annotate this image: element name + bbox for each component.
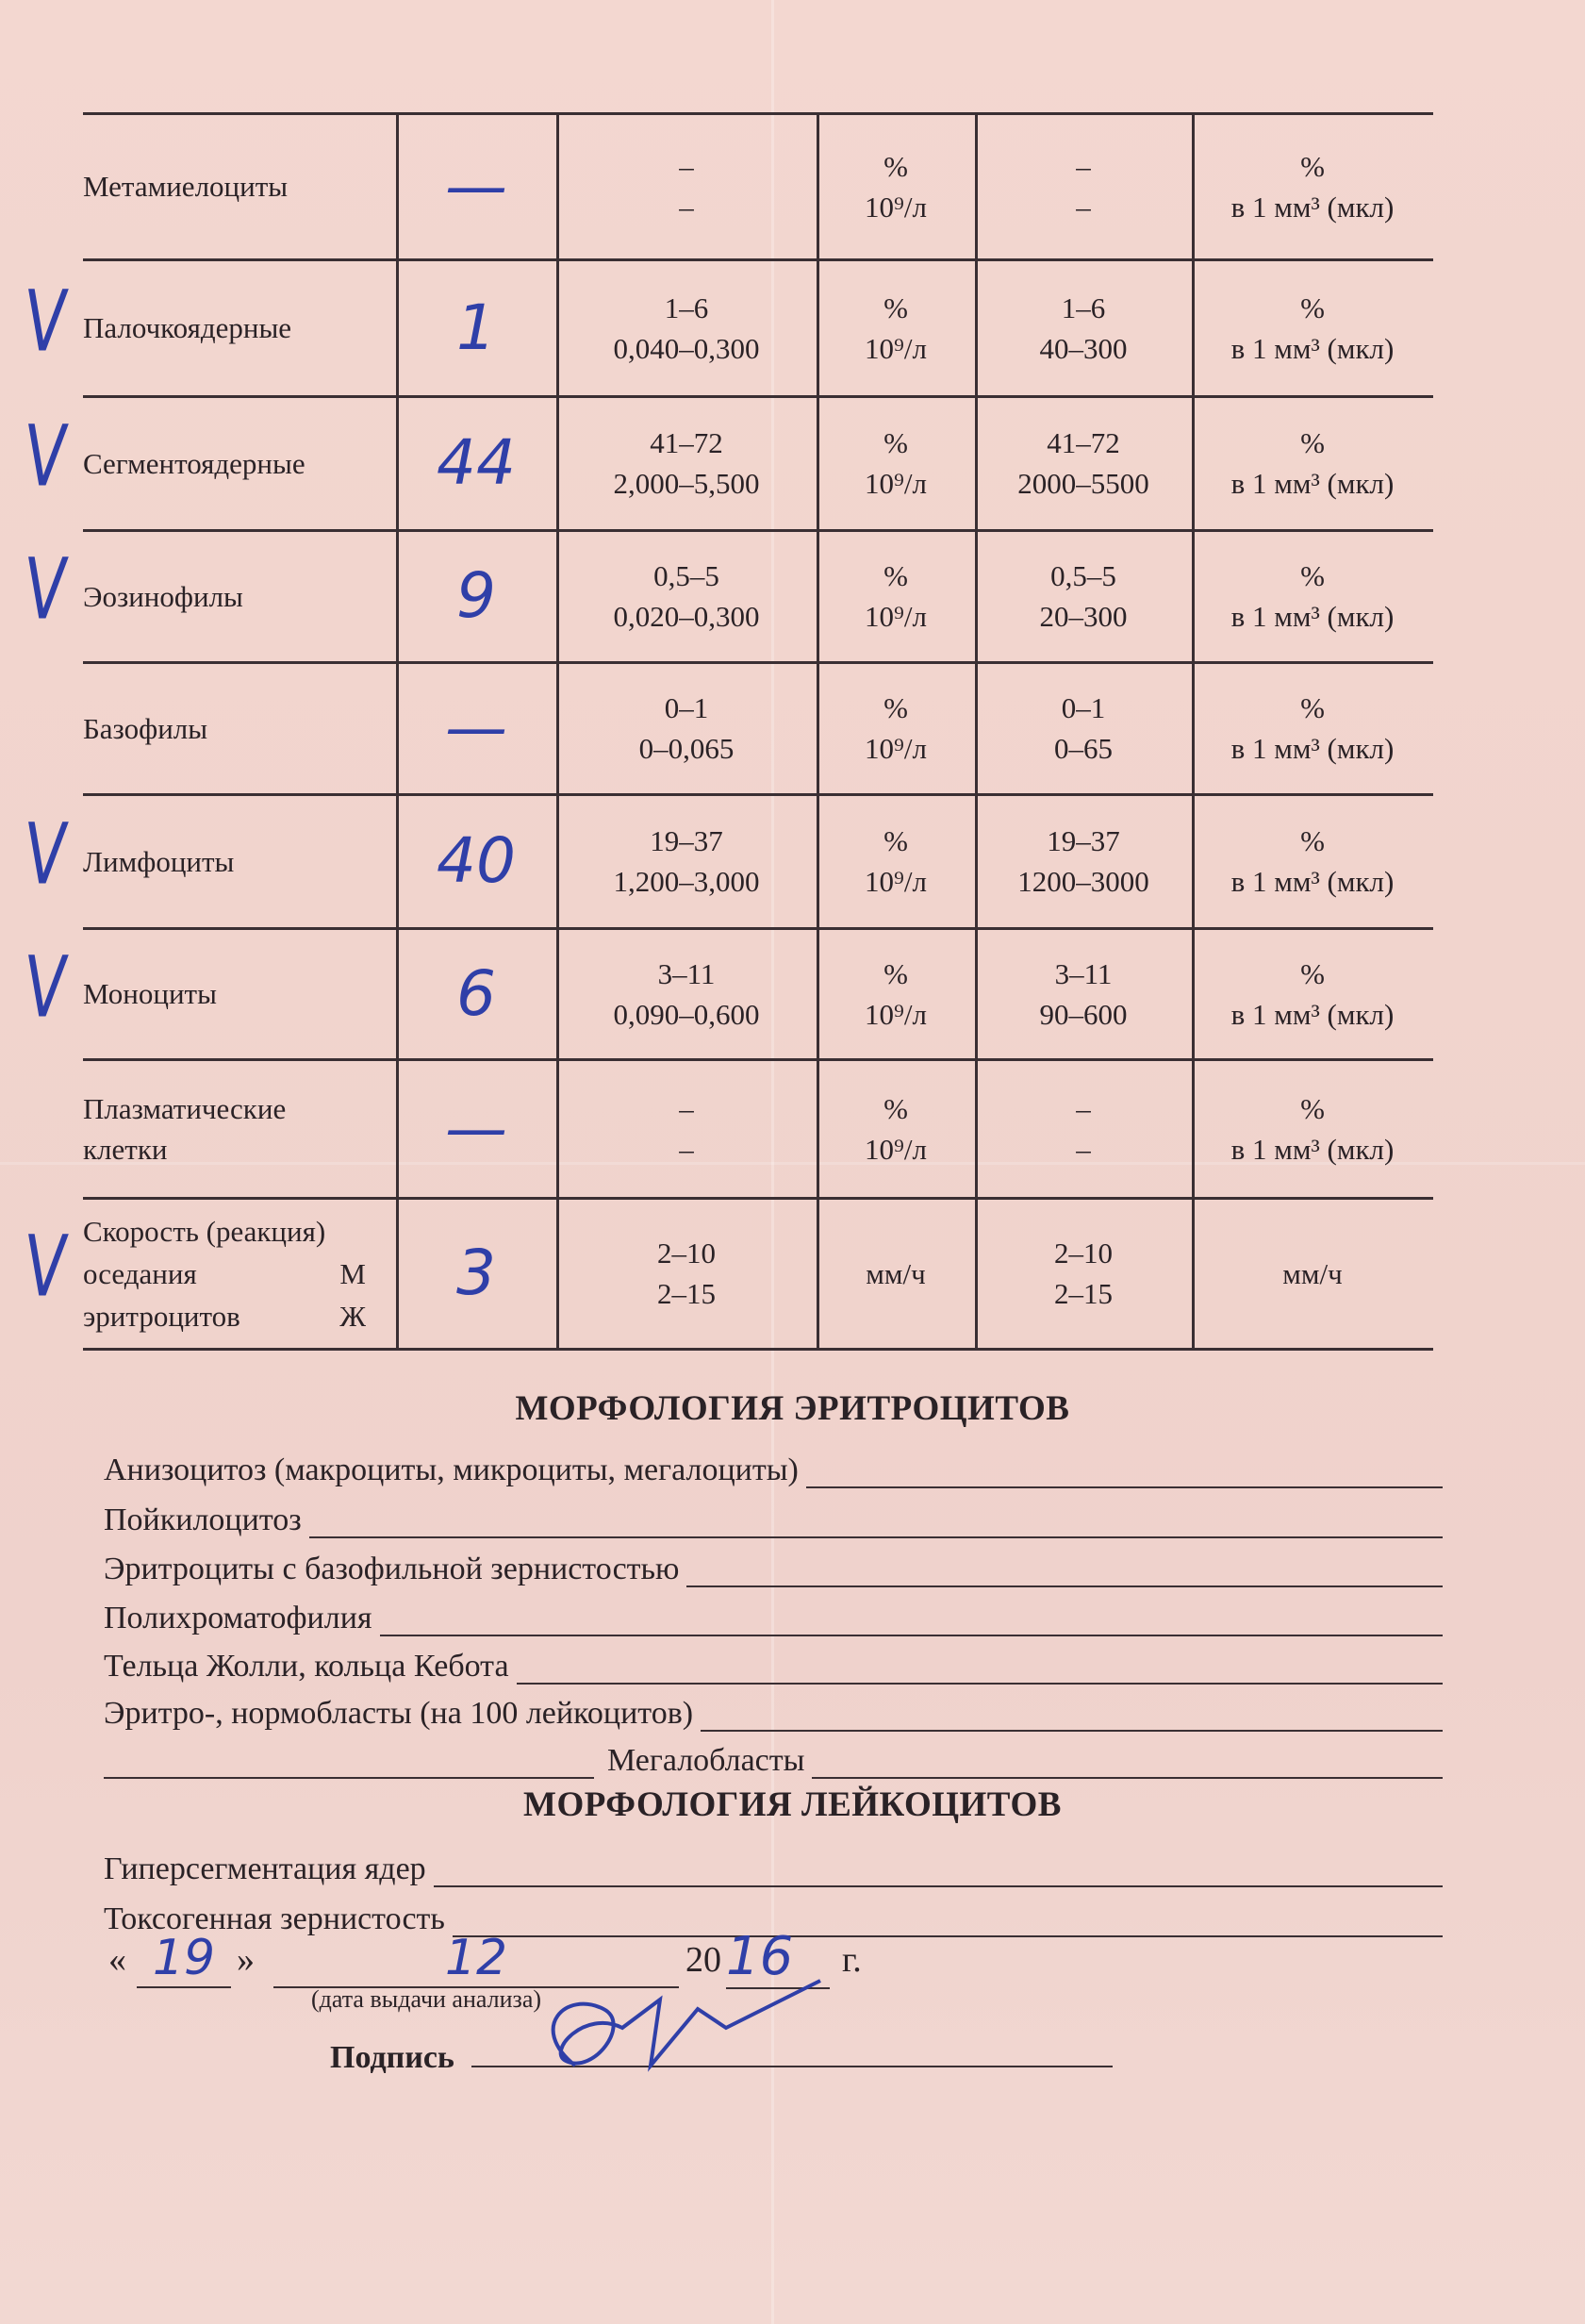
table-row-sedimentation <box>83 1198 1433 1349</box>
sed-norm-abs-line: 2–15 <box>1054 1277 1113 1310</box>
norm-abs-line: 1200–3000 <box>1017 865 1149 898</box>
row-name-text: Палочкоядерные <box>83 311 292 344</box>
morphology-field[interactable] <box>104 1639 1443 1685</box>
row-name <box>83 928 396 1059</box>
morphology-field-label: Эритроциты с базофильной зернистостью <box>104 1552 680 1586</box>
unit-si-line: % <box>883 1091 908 1125</box>
morphology-field-label: Анизоцитоз (макроциты, микроциты, мегалоциты) <box>104 1452 799 1487</box>
table-row <box>83 928 1433 1059</box>
unit-abs <box>1192 1059 1433 1198</box>
check-mark-icon: V <box>19 806 71 905</box>
result-value[interactable] <box>396 113 556 259</box>
sedimentation-name-block <box>83 1210 375 1337</box>
unit-si-line: 10⁹/л <box>865 997 927 1031</box>
unit-si-line: 10⁹/л <box>865 1132 927 1166</box>
unit-si-line: % <box>883 559 908 592</box>
result-value[interactable] <box>396 1059 556 1198</box>
norm-si <box>556 1059 817 1198</box>
unit-si-line: % <box>883 956 908 990</box>
norm-abs-line: 41–72 <box>1047 426 1120 459</box>
unit-abs-line: в 1 мм³ (мкл) <box>1230 865 1395 898</box>
handwritten-result: 3 <box>456 1237 496 1309</box>
table-row <box>83 794 1433 928</box>
check-mark-icon: V <box>19 273 71 372</box>
norm-abs-line: 0,5–5 <box>1050 559 1116 592</box>
table-row <box>83 530 1433 662</box>
unit-si-line: 10⁹/л <box>865 865 927 898</box>
unit-abs <box>1192 113 1433 259</box>
norm-abs-line: 20–300 <box>1039 600 1128 633</box>
handwritten-result: 1 <box>456 290 496 364</box>
unit-si-line: % <box>883 149 908 183</box>
sedimentation-name-line <box>83 1253 366 1295</box>
unit-si-line: % <box>883 691 908 724</box>
unit-si-line: 10⁹/л <box>865 190 927 224</box>
norm-abs <box>975 396 1192 530</box>
unit-si <box>817 530 975 662</box>
norm-si <box>556 530 817 662</box>
unit-si <box>817 1059 975 1198</box>
norm-si-line: 1–6 <box>664 290 709 324</box>
unit-abs-line: в 1 мм³ (мкл) <box>1230 997 1395 1031</box>
norm-si <box>556 113 817 259</box>
row-name <box>83 662 396 794</box>
morphology-field-label: Пойкилоцитоз <box>104 1502 302 1537</box>
morphology-field-blank <box>434 1853 1443 1887</box>
row-name <box>83 113 396 259</box>
signature-label: Подпись <box>330 2040 454 2075</box>
morphology-field[interactable] <box>104 1493 1443 1538</box>
norm-abs-line: – <box>1076 190 1091 224</box>
norm-abs-line: – <box>1076 1132 1091 1166</box>
unit-abs-line: в 1 мм³ (мкл) <box>1230 190 1395 224</box>
unit-si <box>817 794 975 928</box>
row-name-text: Эозинофилы <box>83 579 243 613</box>
megaloblasts-field[interactable] <box>104 1734 1443 1779</box>
handwritten-result: 6 <box>456 956 496 1030</box>
unit-abs <box>1192 530 1433 662</box>
unit-abs-line: в 1 мм³ (мкл) <box>1230 1132 1395 1166</box>
check-mark-icon: V <box>19 938 71 1038</box>
morphology-field-label: Гиперсегментация ядер <box>104 1851 426 1886</box>
norm-si-line: 0,040–0,300 <box>613 331 760 365</box>
unit-abs-line: % <box>1300 559 1325 592</box>
morphology-field[interactable] <box>104 1686 1443 1732</box>
unit-abs-line: % <box>1300 1091 1325 1125</box>
result-value[interactable] <box>396 396 556 530</box>
unit-abs-line: в 1 мм³ (мкл) <box>1230 600 1395 633</box>
result-value[interactable] <box>396 530 556 662</box>
date-close-quote: » <box>237 1940 255 1980</box>
date-day: 19 <box>137 1930 231 1988</box>
norm-si-line: 0,090–0,600 <box>613 997 760 1031</box>
norm-si <box>556 794 817 928</box>
unit-abs <box>1192 928 1433 1059</box>
unit-abs <box>1192 259 1433 396</box>
sed-unit-si-text: мм/ч <box>866 1256 926 1290</box>
morphology-field[interactable] <box>104 1591 1443 1636</box>
handwritten-result: — <box>445 149 507 223</box>
sedimentation-name-line <box>83 1295 366 1337</box>
date-caption: (дата выдачи анализа) <box>311 1985 542 2013</box>
row-name-text: Плазматические клетки <box>83 1091 287 1166</box>
handwritten-result: 44 <box>437 426 516 499</box>
sed-unit-abs <box>1192 1198 1433 1349</box>
norm-abs <box>975 662 1192 794</box>
result-value[interactable] <box>396 662 556 794</box>
table-row <box>83 1059 1433 1198</box>
handwritten-signature <box>509 1971 830 2094</box>
unit-abs-line: % <box>1300 149 1325 183</box>
sed-unit-abs-text: мм/ч <box>1282 1256 1343 1290</box>
norm-abs <box>975 113 1192 259</box>
morphology-field[interactable] <box>104 1842 1443 1887</box>
table-row <box>83 396 1433 530</box>
norm-abs <box>975 928 1192 1059</box>
sed-norm-si <box>556 1198 817 1349</box>
megaloblasts-blank-left <box>104 1745 594 1779</box>
unit-abs-line: в 1 мм³ (мкл) <box>1230 331 1395 365</box>
unit-abs-line: в 1 мм³ (мкл) <box>1230 467 1395 500</box>
norm-si-line: 19–37 <box>650 824 723 857</box>
date-year-unit: г. <box>842 1940 862 1980</box>
unit-si-line: % <box>883 426 908 459</box>
morphology-field-label: Токсогенная зернистость <box>104 1901 445 1936</box>
table-row <box>83 259 1433 396</box>
sedimentation-name-text: эритроцитов <box>83 1299 240 1333</box>
morphology-field[interactable] <box>104 1542 1443 1587</box>
norm-abs-line: 40–300 <box>1039 331 1128 365</box>
leukocyte-morphology-title: МОРФОЛОГИЯ ЛЕЙКОЦИТОВ <box>523 1785 1062 1824</box>
date-month: 12 <box>273 1930 679 1988</box>
row-name-text: Метамиелоциты <box>83 170 289 203</box>
norm-si-line: 3–11 <box>657 956 716 990</box>
norm-abs <box>975 794 1192 928</box>
unit-si-line: 10⁹/л <box>865 600 927 633</box>
morphology-field-label: Эритро-, нормобласты (на 100 лейкоцитов) <box>104 1696 694 1731</box>
row-name <box>83 259 396 396</box>
morphology-field-blank <box>701 1698 1443 1732</box>
handwritten-result: 40 <box>437 824 516 897</box>
sedimentation-name-line: Скорость (реакция) <box>83 1214 326 1248</box>
unit-si-line: % <box>883 290 908 324</box>
unit-abs-line: % <box>1300 691 1325 724</box>
row-name-text: Лимфоциты <box>83 844 235 878</box>
result-value[interactable] <box>396 259 556 396</box>
sed-norm-si-line: 2–10 <box>657 1237 716 1270</box>
morphology-field-blank <box>806 1454 1443 1488</box>
unit-si-line: 10⁹/л <box>865 732 927 765</box>
norm-abs-line: 90–600 <box>1039 997 1128 1031</box>
unit-si-line: 10⁹/л <box>865 331 927 365</box>
row-name <box>83 396 396 530</box>
unit-abs-line: в 1 мм³ (мкл) <box>1230 732 1395 765</box>
morphology-field-blank <box>309 1504 1443 1538</box>
norm-abs-line: 2000–5500 <box>1017 467 1149 500</box>
norm-abs <box>975 259 1192 396</box>
norm-abs-line: – <box>1076 1091 1091 1125</box>
norm-si <box>556 662 817 794</box>
norm-si-line: 2,000–5,500 <box>613 467 760 500</box>
morphology-field-blank <box>517 1651 1443 1685</box>
unit-si <box>817 396 975 530</box>
norm-si-line: 0–1 <box>664 691 709 724</box>
norm-si-line: – <box>679 190 694 224</box>
erythrocyte-morphology-title: МОРФОЛОГИЯ ЭРИТРОЦИТОВ <box>515 1389 1070 1428</box>
norm-si-line: 0,5–5 <box>653 559 719 592</box>
result-value[interactable] <box>396 928 556 1059</box>
norm-si-line: 0,020–0,300 <box>613 600 760 633</box>
handwritten-result: — <box>445 1091 507 1165</box>
sedimentation-name-text: оседания <box>83 1256 197 1290</box>
date-year-suffix: 16 <box>726 1926 830 1989</box>
norm-si-line: – <box>679 1091 694 1125</box>
unit-abs-line: % <box>1300 426 1325 459</box>
row-name <box>83 1059 396 1198</box>
unit-abs <box>1192 662 1433 794</box>
row-name-text: Базофилы <box>83 711 208 745</box>
morphology-field-label: Тельца Жолли, кольца Кебота <box>104 1649 509 1684</box>
check-mark-icon: V <box>19 1219 71 1317</box>
result-value[interactable] <box>396 794 556 928</box>
norm-si-line: – <box>679 149 694 183</box>
row-name <box>83 530 396 662</box>
sed-norm-abs <box>975 1198 1192 1349</box>
norm-abs <box>975 530 1192 662</box>
norm-abs-line: 0–65 <box>1054 732 1113 765</box>
row-name-text: Моноциты <box>83 977 217 1010</box>
norm-si-line: – <box>679 1132 694 1166</box>
check-mark-icon: V <box>19 408 71 506</box>
norm-si <box>556 396 817 530</box>
unit-si <box>817 113 975 259</box>
norm-si-line: 41–72 <box>650 426 723 459</box>
unit-abs-line: % <box>1300 290 1325 324</box>
handwritten-result: 9 <box>456 559 496 632</box>
table-row <box>83 113 1433 259</box>
unit-abs <box>1192 396 1433 530</box>
unit-si <box>817 928 975 1059</box>
morphology-field-blank <box>686 1553 1443 1587</box>
morphology-field[interactable] <box>104 1443 1443 1488</box>
norm-abs-line: 1–6 <box>1061 290 1106 324</box>
unit-abs-line: % <box>1300 956 1325 990</box>
morphology-field-label: Полихроматофилия <box>104 1601 372 1635</box>
unit-si <box>817 662 975 794</box>
date-year-prefix: 20 <box>685 1940 721 1980</box>
sex-male-label: М <box>339 1256 366 1290</box>
unit-si-line: % <box>883 824 908 857</box>
sed-unit-si <box>817 1198 975 1349</box>
norm-abs-line: – <box>1076 149 1091 183</box>
unit-si-line: 10⁹/л <box>865 467 927 500</box>
morphology-field-blank <box>380 1602 1443 1636</box>
sex-female-label: Ж <box>339 1299 366 1333</box>
norm-si <box>556 928 817 1059</box>
norm-si-line: 0–0,065 <box>638 732 735 765</box>
norm-abs-line: 19–37 <box>1047 824 1120 857</box>
norm-si <box>556 259 817 396</box>
row-name <box>83 794 396 928</box>
norm-si-line: 1,200–3,000 <box>613 865 760 898</box>
megaloblasts-label: Мегалобласты <box>607 1743 805 1778</box>
table-row <box>83 662 1433 794</box>
handwritten-result: — <box>445 691 507 764</box>
norm-abs <box>975 1059 1192 1198</box>
sedimentation-result[interactable] <box>396 1198 556 1349</box>
date-open-quote: « <box>108 1940 126 1980</box>
check-mark-icon: V <box>19 541 71 639</box>
sed-norm-si-line: 2–15 <box>657 1277 716 1310</box>
unit-abs <box>1192 794 1433 928</box>
norm-abs-line: 3–11 <box>1054 956 1113 990</box>
sedimentation-name <box>83 1198 396 1349</box>
megaloblasts-blank <box>812 1745 1443 1779</box>
sed-norm-abs-line: 2–10 <box>1054 1237 1113 1270</box>
row-name-text: Сегментоядерные <box>83 446 305 480</box>
norm-abs-line: 0–1 <box>1061 691 1106 724</box>
unit-si <box>817 259 975 396</box>
unit-abs-line: % <box>1300 824 1325 857</box>
